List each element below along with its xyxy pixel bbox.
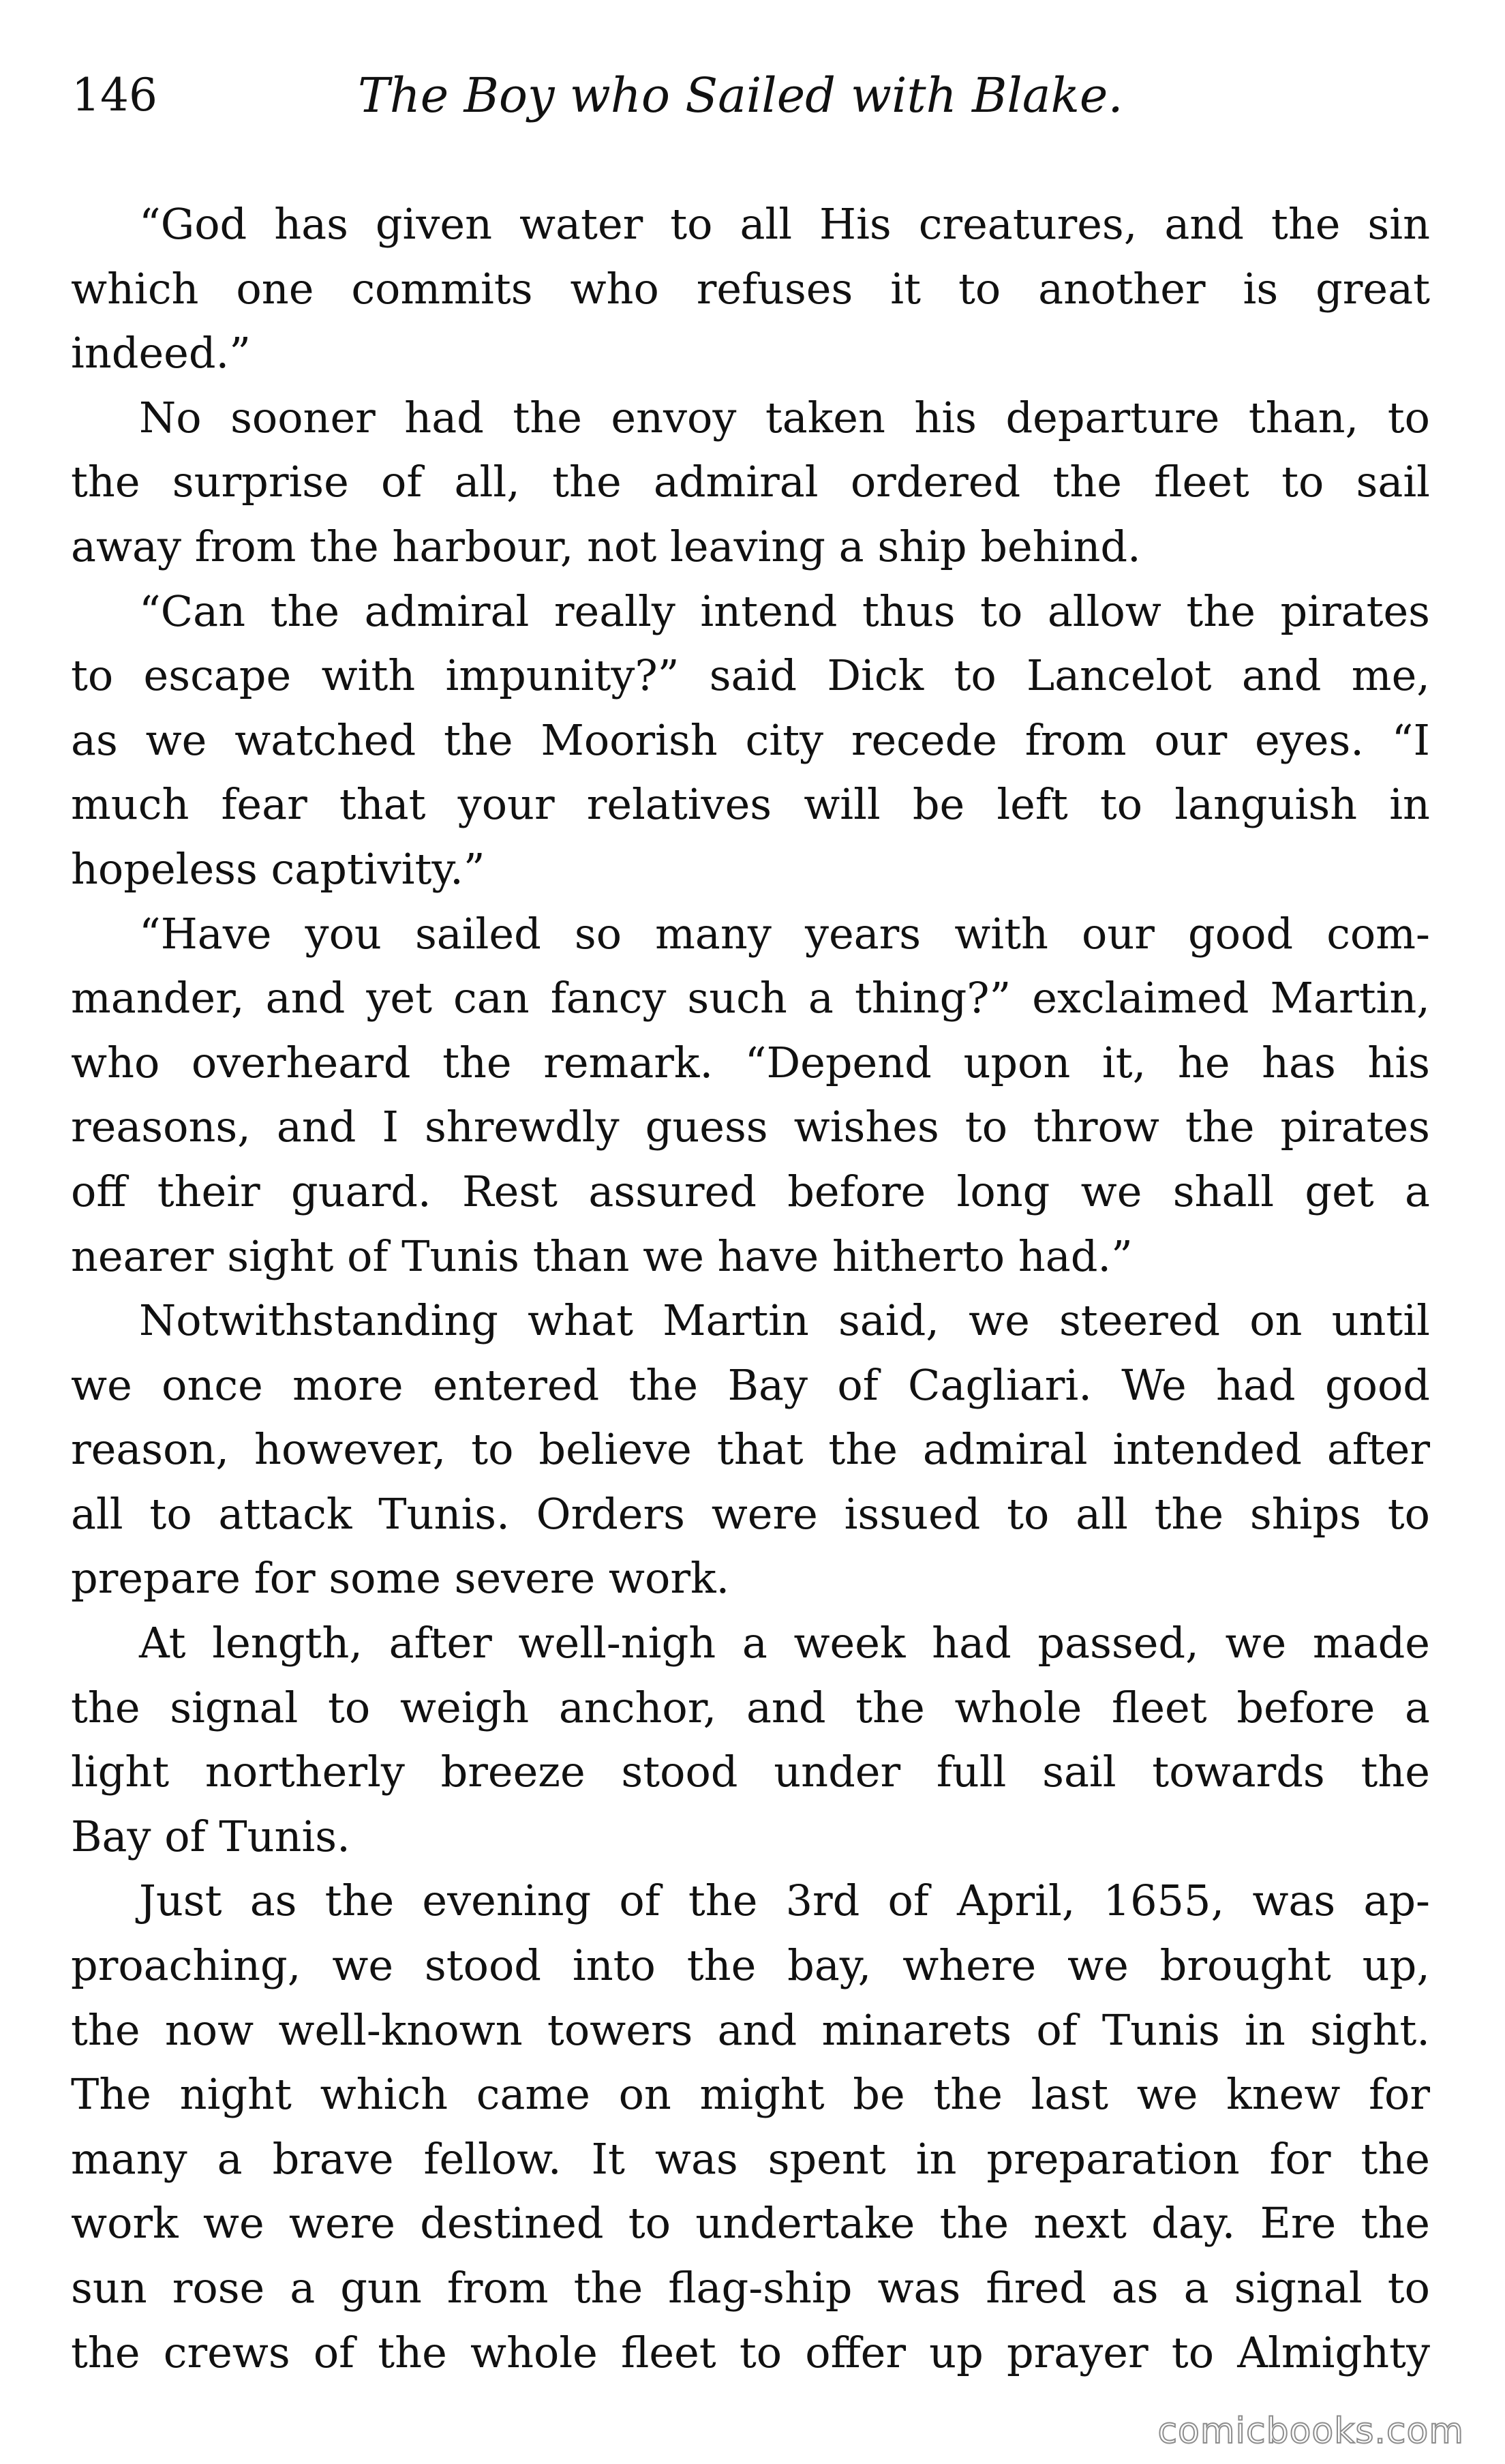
- text-line: away from the harbour, not leaving a ship behind.: [71, 521, 1141, 571]
- text-line: “Have you sailed so many years with our good com-: [139, 908, 1430, 959]
- page-number: 146: [72, 69, 157, 121]
- text-line: The night which came on might be the last we knew for: [71, 2069, 1430, 2120]
- text-line: Bay of Tunis.: [71, 1811, 350, 1861]
- text-line: proaching, we stood into the bay, where we brought up,: [71, 1940, 1430, 1991]
- text-line: nearer sight of Tunis than we have hitherto had.”: [71, 1231, 1133, 1281]
- text-line: indeed.”: [71, 328, 251, 378]
- watermark: comicbooks.com: [1157, 2411, 1464, 2452]
- text-line: as we watched the Moorish city recede from our eyes. “I: [71, 715, 1430, 765]
- text-line: the now well-known towers and minarets of Tunis in sight.: [71, 2004, 1430, 2055]
- page-header: [72, 65, 1431, 126]
- text-line: reasons, and I shrewdly guess wishes to throw the pirates: [71, 1102, 1430, 1152]
- text-line: prepare for some severe work.: [71, 1553, 730, 1604]
- text-line: all to attack Tunis. Orders were issued to all the ships to: [71, 1488, 1430, 1539]
- text-line: mander, and yet can fancy such a thing?” exclaimed Martin,: [71, 973, 1430, 1023]
- text-line: Just as the evening of the 3rd of April, 1655, was ap-: [139, 1876, 1430, 1926]
- text-line: At length, after well-nigh a week had passed, we made: [139, 1618, 1430, 1668]
- text-line: which one commits who refuses it to another is great: [71, 263, 1430, 314]
- text-line: sun rose a gun from the flag-ship was fired as a signal to: [71, 2263, 1430, 2313]
- text-line: who overheard the remark. “Depend upon it, he has his: [71, 1037, 1430, 1087]
- text-line: “God has given water to all His creatures, and the sin: [139, 199, 1430, 249]
- text-line: the crews of the whole fleet to offer up prayer to Almighty: [71, 2327, 1430, 2377]
- text-line: many a brave fellow. It was spent in preparation for the: [71, 2133, 1430, 2184]
- text-line: Notwithstanding what Martin said, we steered on until: [139, 1295, 1430, 1346]
- running-title: The Boy who Sailed with Blake.: [358, 67, 1123, 123]
- text-line: No sooner had the envoy taken his departure than, to: [139, 392, 1430, 442]
- text-line: light northerly breeze stood under full sail towards the: [71, 1747, 1430, 1797]
- text-line: the signal to weigh anchor, and the whole fleet before a: [71, 1682, 1430, 1732]
- text-line: off their guard. Rest assured before long we shall get a: [71, 1166, 1430, 1216]
- text-line: hopeless captivity.”: [71, 843, 485, 894]
- text-line: much fear that your relatives will be left to languish in: [71, 779, 1430, 830]
- text-line: “Can the admiral really intend thus to allow the pirates: [139, 586, 1430, 636]
- text-line: we once more entered the Bay of Cagliari. We had good: [71, 1359, 1430, 1410]
- text-line: to escape with impunity?” said Dick to Lancelot and me,: [71, 650, 1430, 701]
- text-line: reason, however, to believe that the admiral intended after: [71, 1424, 1430, 1475]
- text-line: the surprise of all, the admiral ordered the fleet to sail: [71, 457, 1430, 507]
- body-text: [71, 192, 1430, 2385]
- text-line: work we were destined to undertake the next day. Ere the: [71, 2198, 1430, 2249]
